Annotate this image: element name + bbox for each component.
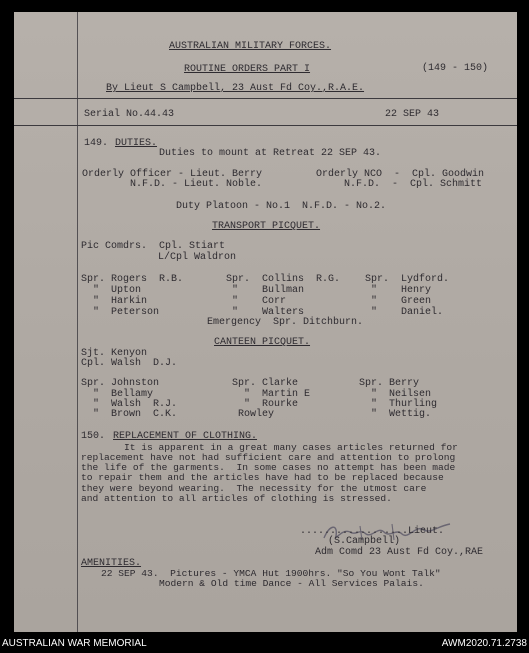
- signature-line: ..................Lieut.: [300, 526, 445, 537]
- nfd-officer: N.F.D. - Lieut. Noble.: [130, 179, 263, 190]
- clothing-line-3: the life of the garments. In some cases no attempt has been made: [81, 462, 456, 473]
- section-number-150: 150.: [81, 431, 106, 442]
- orderly-officer: Orderly Officer - Lieut. Berry: [82, 169, 263, 180]
- duties-heading: DUTIES.: [115, 138, 158, 149]
- duties-intro: Duties to mount at Retreat 22 SEP 43.: [159, 148, 382, 159]
- serial-number: Serial No.44.43: [84, 109, 175, 120]
- amenities-line-1: 22 SEP 43. Pictures - YMCA Hut 1900hrs. "So You Wont Talk": [101, 568, 441, 579]
- clothing-line-4: to repair them and the articles have had to be replaced because: [81, 472, 444, 483]
- signatory-role: Adm Comd 23 Aust Fd Coy.,RAE: [315, 547, 484, 558]
- org-heading: AUSTRALIAN MILITARY FORCES.: [169, 41, 332, 52]
- transport-col2-row4: " Walters: [226, 307, 305, 318]
- margin-line: [77, 12, 78, 632]
- footer-institution: AUSTRALIAN WAR MEMORIAL: [2, 638, 147, 649]
- canteen-col2-row3: " Rourke: [232, 399, 299, 410]
- header-rule-bottom: [14, 125, 517, 126]
- canteen-cpl: Cpl. Walsh D.J.: [81, 358, 178, 369]
- canteen-col2-row2: " Martin E: [232, 389, 311, 400]
- canteen-col2-row4: Rowley: [238, 409, 275, 420]
- canteen-col2-row1: Spr. Clarke: [232, 378, 299, 389]
- canteen-col1-row2: " Bellamy: [81, 389, 154, 400]
- transport-col3-row2: " Henry: [365, 285, 432, 296]
- canteen-col3-row3: " Thurling: [359, 399, 438, 410]
- canteen-col1-row4: " Brown C.K.: [81, 409, 178, 420]
- canteen-sjt: Sjt. Kenyon: [81, 348, 148, 359]
- footer-accession-number: AWM2020.71.2738: [441, 638, 527, 649]
- transport-col1-row1: Spr. Rogers R.B.: [81, 274, 184, 285]
- clothing-line-1: It is apparent in a great many cases articles returned for: [124, 442, 458, 453]
- header-rule-top: [14, 98, 517, 99]
- transport-col1-row2: " Upton: [81, 285, 142, 296]
- orderly-nco: Orderly NCO - Cpl. Goodwin: [316, 169, 485, 180]
- issued-by: By Lieut S Campbell, 23 Aust Fd Coy.,R.A.E.: [106, 83, 365, 94]
- picquet-commander: Pic Comdrs. Cpl. Stiart: [81, 241, 226, 252]
- canteen-picquet-heading: CANTEEN PICQUET.: [214, 337, 311, 348]
- transport-col3-row1: Spr. Lydford.: [365, 274, 450, 285]
- signatory-name: (S.Campbell): [328, 536, 401, 547]
- document-page: [14, 12, 517, 632]
- amenities-heading: AMENITIES.: [81, 558, 142, 569]
- transport-col3-row3: " Green: [365, 296, 432, 307]
- canteen-col1-row1: Spr. Johnston: [81, 378, 160, 389]
- transport-col2-row3: " Corr: [226, 296, 287, 307]
- canteen-col3-row1: Spr. Berry: [359, 378, 420, 389]
- transport-col1-row4: " Peterson: [81, 307, 160, 318]
- transport-col2-row2: " Bullman: [226, 285, 305, 296]
- section-number-149: 149.: [84, 138, 109, 149]
- clothing-heading: REPLACEMENT OF CLOTHING.: [113, 431, 258, 442]
- transport-col1-row3: " Harkin: [81, 296, 148, 307]
- order-date: 22 SEP 43: [385, 109, 440, 120]
- clothing-line-6: and attention to all articles of clothing is stressed.: [81, 493, 392, 504]
- transport-col2-row1: Spr. Collins R.G.: [226, 274, 341, 285]
- orders-title: ROUTINE ORDERS PART I: [184, 64, 311, 75]
- canteen-col3-row2: " Neilsen: [359, 389, 432, 400]
- emergency-relief: Emergency Spr. Ditchburn.: [207, 317, 364, 328]
- picquet-commander-2: L/Cpl Waldron: [158, 252, 237, 263]
- transport-col3-row4: " Daniel.: [365, 307, 444, 318]
- nfd-nco: N.F.D. - Cpl. Schmitt: [344, 179, 483, 190]
- page-range: (149 - 150): [422, 63, 489, 74]
- amenities-line-2: Modern & Old time Dance - All Services Palais.: [159, 578, 424, 589]
- duty-platoon: Duty Platoon - No.1 N.F.D. - No.2.: [176, 201, 387, 212]
- clothing-line-5: they were beyond wearing. The necessity for the utmost care: [81, 483, 427, 494]
- canteen-col1-row3: " Walsh R.J.: [81, 399, 178, 410]
- transport-picquet-heading: TRANSPORT PICQUET.: [212, 221, 321, 232]
- clothing-line-2: replacement have not had sufficient care and attention to prolong: [81, 452, 456, 463]
- canteen-col3-row4: " Wettig.: [359, 409, 432, 420]
